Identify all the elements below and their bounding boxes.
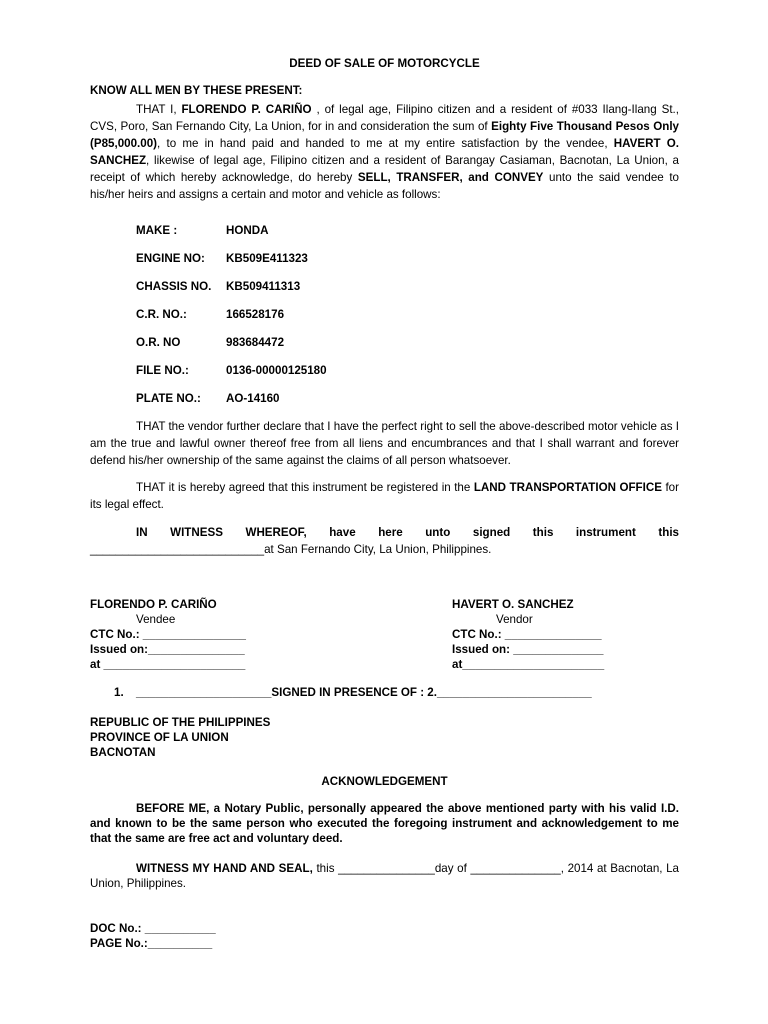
deed-document: DEED OF SALE OF MOTORCYCLE KNOW ALL MEN BY THESE PRESENT: THAT I, FLORENDO P. CARIÑO , of legal age, Filipino citizen and a resident of #033 Ilang-Ilang St., CVS, Poro, San Fernando City, La Union, for in and consideration the sum of Eighty Five Thousand Pesos Only (P85,000.00), to me in hand paid and handed to me at my entire satisfaction by the vendee, HAVERT O. SANCHEZ, likewise of legal age, Filipino citizen and a resident of Barangay Casiaman, Bacnotan, La Union, a receipt of which hereby acknowledge, do hereby SELL, TRANSFER, and CONVEY unto the said vendee to his/her heirs and assigns a certain and motor and vehicle as follows: MAKE : HONDA ENGINE NO: KB509E411323 CHASSIS NO. KB509411313 C.R. NO.: 166528176 O.R. NO 983684472 FILE NO.: 0136-00000125180 PLATE NO.: AO-14160 THAT the vendor further declare that I have the perfect right to sell the above-described motor vehicle as I am the true and lawful owner thereof free from all liens and encumbrances and that I shall warrant and forever defend his/her ownership of the same against the claims of all person whatsoever. THAT it is hereby agreed that this instrument be registered in the LAND TRANSPORTATION OFFICE for its legal effect. IN WITNESS WHEREOF, have here unto signed this instrument this ___________________________at San Fernando City, La Union, Philippines. FLORENDO P. CARIÑO Vendee CTC No.: ________________ Issued on:_______________ at ______________________ HAVERT O. SANCHEZ Vendor CTC No.: _______________ Issued on: ______________ at______________________ 1. _____________________SIGNED IN PRESENCE OF : 2.________________________ REPUBLIC OF THE PHILIPPINES PROVINCE OF LA UNION BACNOTAN ACKNOWLEDGEMENT BEFORE ME, a Notary Public, personally appeared the above mentioned party with his valid I.D. and known to be the same person who executed the foregoing instrument and acknowledgement to me that the same are free act and voluntary deed. WITNESS MY HAND AND SEAL, this _______________day of ______________, 2014 at Bacnotan, La Union, Philippines. DOC No.: ___________ PAGE No.:__________ xyxy=(90,57,680,950)
acknowledgement-title: ACKNOWLEDGEMENT xyxy=(321,775,448,788)
notary-witness-paragraph: WITNESS MY HAND AND SEAL, this _______________day of ______________, 2014 at Bacnotan, La Union, Philippines. xyxy=(90,862,680,890)
right-signatory-name: HAVERT O. SANCHEZ xyxy=(452,598,574,611)
paragraph-sale-terms: THAT I, FLORENDO P. CARIÑO , of legal age, Filipino citizen and a resident of #033 Ilang-Ilang St., CVS, Poro, San Fernando City, La Union, for in and consideration the sum of Eighty Five Thousand Pesos Only (P85,000.00), to me in hand paid and handed to me at my entire satisfaction by the vendee, HAVERT O. SANCHEZ, likewise of legal age, Filipino citizen and a resident of Barangay Casiaman, Bacnotan, La Union, a receipt of which hereby acknowledge, do hereby SELL, TRANSFER, and CONVEY unto the said vendee to his/her heirs and assigns a certain and motor and vehicle as follows: xyxy=(90,103,679,201)
witness-number: 1. xyxy=(114,686,124,699)
opening-line: KNOW ALL MEN BY THESE PRESENT: xyxy=(90,84,303,97)
page-no-field: PAGE No.:__________ xyxy=(90,937,213,950)
paragraph-warranty: THAT the vendor further declare that I have the perfect right to sell the above-described motor vehicle as I am the true and lawful owner thereof free from all liens and encumbrances and that I shall warrant and forever defend his/her ownership of the same against the claims of all person whatsoever. xyxy=(90,420,679,467)
left-ctc-no: CTC No.: ________________ xyxy=(90,628,246,641)
jurisdiction-municipality: BACNOTAN xyxy=(90,746,156,759)
witness-signature-line: _____________________SIGNED IN PRESENCE OF : 2.________________________ xyxy=(136,686,592,699)
left-signatory-name: FLORENDO P. CARIÑO xyxy=(90,598,217,611)
sale-action: SELL, TRANSFER, and CONVEY xyxy=(357,171,544,184)
acknowledgement-paragraph: BEFORE ME, a Notary Public, personally appeared the above mentioned party with his valid I.D. and known to be the same person who executed the foregoing instrument and acknowledgement to me that the same are free act and voluntary deed. xyxy=(90,802,679,845)
left-signatory-role: Vendee xyxy=(136,613,176,626)
jurisdiction-republic: REPUBLIC OF THE PHILIPPINES xyxy=(90,716,271,729)
witness-whereof-line: IN WITNESS WHEREOF, have here unto signed this instrument this xyxy=(136,526,679,539)
left-issued-at: at ______________________ xyxy=(90,658,246,671)
sale-amount: Eighty Five Thousand Pesos Only (P85,000.00) xyxy=(90,120,679,150)
right-issued-at: at______________________ xyxy=(452,658,605,671)
right-issued-on: Issued on: ______________ xyxy=(452,643,604,656)
vendor-name: FLORENDO P. CARIÑO xyxy=(181,103,312,116)
paragraph-registration: THAT it is hereby agreed that this instrument be registered in the LAND TRANSPORTATION OFFICE for its legal effect. xyxy=(90,481,679,511)
jurisdiction-province: PROVINCE OF LA UNION xyxy=(90,731,229,744)
right-ctc-no: CTC No.: _______________ xyxy=(452,628,602,641)
doc-no-field: DOC No.: ___________ xyxy=(90,922,216,935)
date-blank: ___________________________ xyxy=(90,543,265,556)
witness-whereof-line-2: ___________________________at San Fernando City, La Union, Philippines. xyxy=(90,543,492,556)
lto-office: LAND TRANSPORTATION OFFICE xyxy=(473,481,662,494)
vendee-name: HAVERT O. SANCHEZ xyxy=(90,137,679,167)
left-issued-on: Issued on:_______________ xyxy=(90,643,245,656)
right-signatory-role: Vendor xyxy=(496,613,533,626)
document-title: DEED OF SALE OF MOTORCYCLE xyxy=(289,57,480,70)
